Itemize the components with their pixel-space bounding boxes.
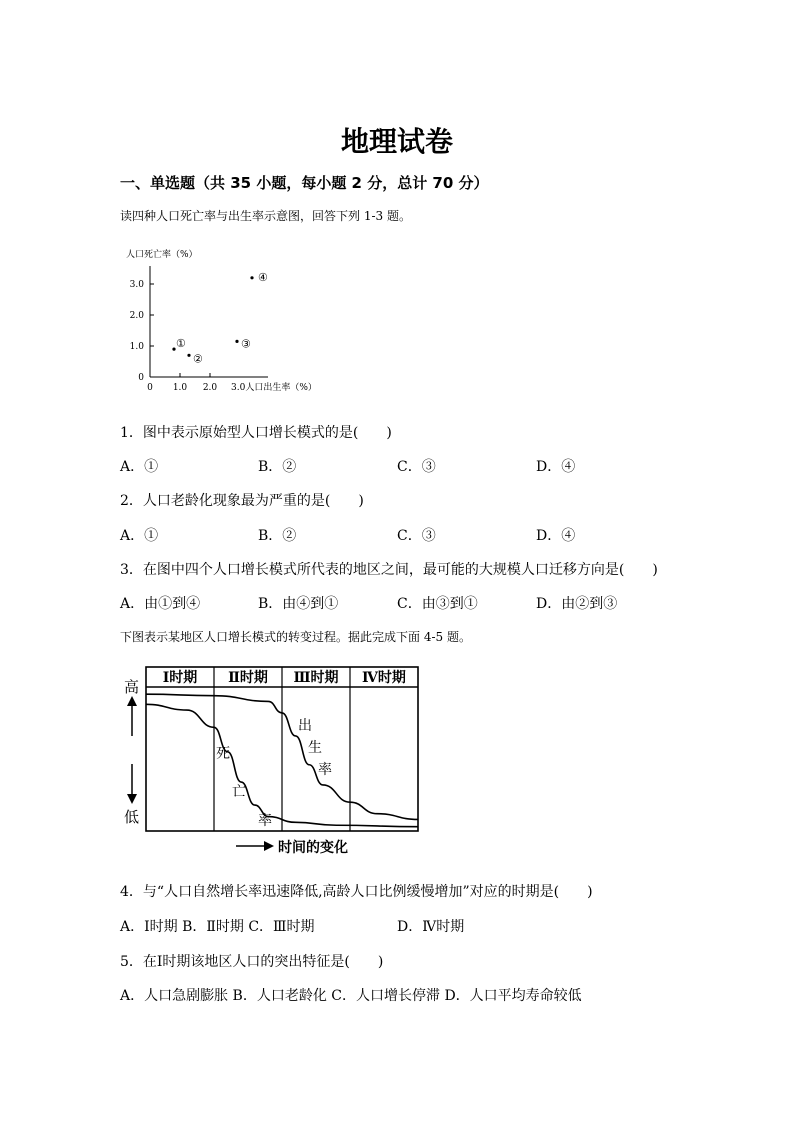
q3-option-d[interactable]: D．由②到③ [536,596,618,612]
period-label-4: Ⅳ时期 [362,670,406,686]
q3-option-a[interactable]: A．由①到④ [120,596,201,612]
period-label-1: Ⅰ时期 [162,670,198,686]
birth-label-char-2: 生 [308,740,322,756]
question-1: 1．图中表示原始型人口增长模式的是( ) [120,425,392,441]
point-label: ② [193,352,203,366]
x-axis-label: 3.0人口出生率（%） [231,383,317,393]
page-title: 地理试卷 [340,125,453,158]
period-label-2: Ⅱ时期 [228,670,268,686]
scatter-chart [118,242,338,397]
q2-option-b[interactable]: B．② [258,528,297,544]
y-high-label: 高 [124,678,140,696]
x-arrow-head [264,841,274,851]
period-label-3: Ⅲ时期 [293,670,339,686]
q4-option-d[interactable]: D．Ⅳ时期 [397,919,465,935]
q1-option-d[interactable]: D．④ [536,459,576,475]
q2-option-d[interactable]: D．④ [536,528,576,544]
y-tick-label: 0 [138,373,144,383]
q3-option-b[interactable]: B．由④到① [258,596,339,612]
birth-label-char-3: 率 [318,762,332,778]
x-axis-label: 时间的变化 [278,840,348,856]
q1-option-a[interactable]: A．① [120,459,159,475]
x-tick-label: 1.0 [172,383,188,393]
intro-2: 下图表示某地区人口增长模式的转变过程。据此完成下面 4-5 题。 [120,630,471,644]
y-axis-label: 人口死亡率（%） [126,250,198,260]
x-tick-label: 0 [147,383,153,393]
point-label: ① [176,337,186,351]
x-tick-label: 2.0 [202,383,218,393]
intro-1: 读四种人口死亡率与出生率示意图，回答下列 1-3 题。 [120,209,411,223]
y-down-arrow-head [127,794,137,804]
scatter-point [187,354,190,357]
y-low-label: 低 [124,808,140,826]
q2-option-a[interactable]: A．① [120,528,159,544]
section-heading: 一、单选题（共 35 小题，每小题 2 分，总计 70 分） [120,174,489,192]
question-5: 5．在Ⅰ时期该地区人口的突出特征是( ) [120,954,384,970]
scatter-point [250,276,253,279]
question-2: 2．人口老龄化现象最为严重的是( ) [120,493,364,509]
question-4: 4．与“人口自然增长率迅速降低,高龄人口比例缓慢增加”对应的时期是( ) [120,884,593,900]
transition-chart [118,662,428,862]
q5-options[interactable]: A．人口急剧膨胀 B．人口老龄化 C．人口增长停滞 D．人口平均寿命较低 [120,988,582,1004]
q1-option-c[interactable]: C．③ [397,459,436,475]
q3-option-c[interactable]: C．由③到① [397,596,478,612]
q2-option-c[interactable]: C．③ [397,528,436,544]
y-tick-label: 3.0 [129,280,144,290]
death-label-char-3: 率 [258,813,272,829]
q4-options-abc[interactable]: A．Ⅰ时期 B．Ⅱ时期 C．Ⅲ时期 [120,919,315,935]
point-label: ④ [258,270,268,284]
scatter-point [235,340,238,343]
death-label-char-2: 亡 [232,784,246,800]
y-tick-label: 1.0 [129,342,144,352]
y-up-arrow-head [127,696,137,706]
point-label: ③ [241,337,251,351]
q1-option-b[interactable]: B．② [258,459,297,475]
death-label-char-1: 死 [216,746,230,762]
question-3: 3．在图中四个人口增长模式所代表的地区之间，最可能的大规模人口迁移方向是( ) [120,562,658,578]
birth-label-char-1: 出 [298,718,312,734]
y-tick-label: 2.0 [129,311,144,321]
